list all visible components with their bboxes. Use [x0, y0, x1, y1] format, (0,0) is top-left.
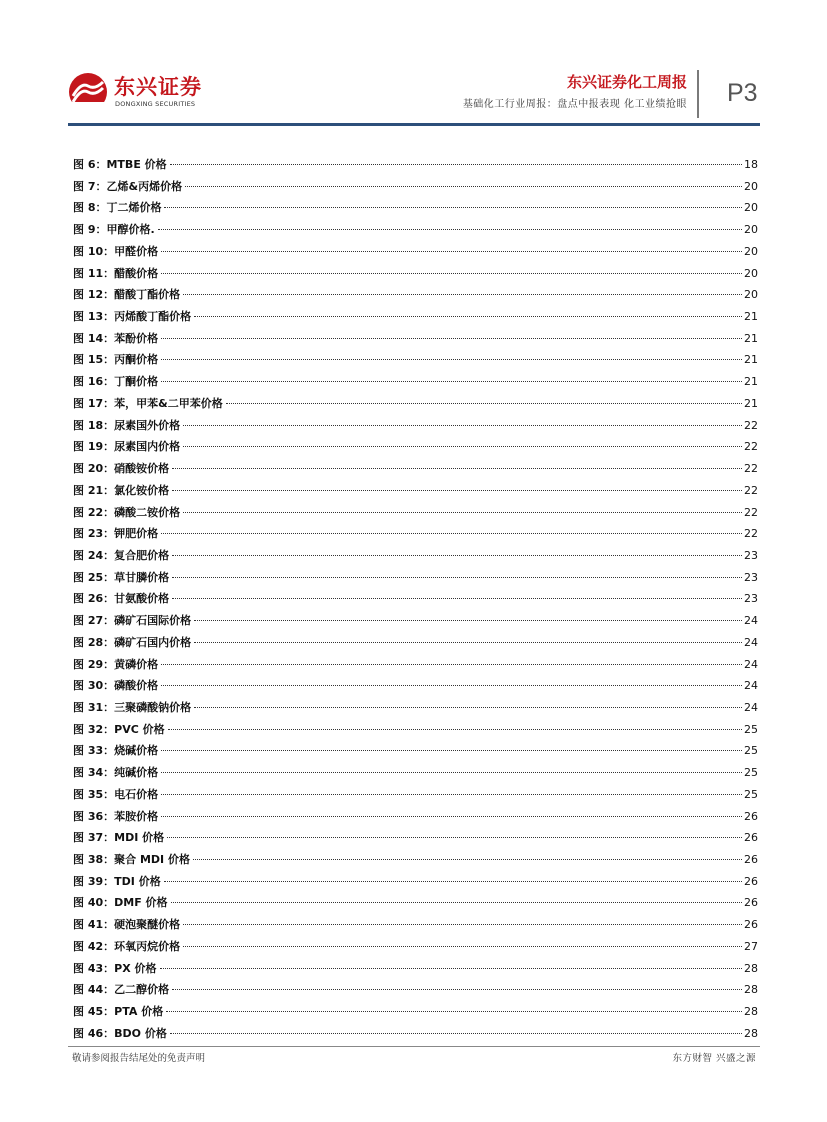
toc-entry-label: 图 29：黄磷价格: [73, 657, 159, 671]
toc-entry-page: 21: [744, 331, 758, 345]
company-logo: [68, 72, 202, 114]
toc-entry-label: 图 25：草甘膦价格: [73, 570, 170, 584]
toc-entry[interactable]: [73, 762, 758, 784]
toc-entry-page: 26: [744, 918, 758, 932]
toc-entry-label: 图 41：硬泡聚醚价格: [73, 918, 181, 932]
toc-entry-page: 28: [744, 1005, 758, 1019]
toc-dot-leader: [166, 1011, 742, 1012]
toc-entry-page: 28: [744, 1026, 758, 1040]
toc-entry-page: 25: [744, 722, 758, 736]
toc-entry-page: 21: [744, 396, 758, 410]
toc-entry-page: 23: [744, 570, 758, 584]
toc-entry-page: 25: [744, 787, 758, 801]
toc-entry-page: 21: [744, 310, 758, 324]
toc-entry-label: 图 38：聚合 MDI 价格: [73, 853, 190, 866]
toc-entry-label: 图 18：尿素国外价格: [73, 418, 181, 432]
toc-entry-label: 图 30：磷酸价格: [73, 679, 159, 693]
toc-entry[interactable]: [73, 719, 758, 741]
toc-entry[interactable]: [73, 567, 758, 589]
toc-dot-leader: [168, 729, 742, 730]
toc-entry-label: 图 9：甲醇价格.: [73, 223, 155, 237]
toc-entry-page: 20: [744, 266, 758, 280]
toc-entry[interactable]: [73, 958, 758, 980]
toc-entry[interactable]: [73, 523, 758, 545]
toc-entry-page: 28: [744, 961, 758, 975]
footer-rule: [68, 1046, 760, 1047]
toc-entry-page: 24: [744, 635, 758, 649]
toc-dot-leader: [161, 338, 742, 339]
toc-entry[interactable]: [73, 675, 758, 697]
figure-index-list: [73, 154, 758, 1044]
toc-entry-page: 22: [744, 483, 758, 497]
toc-entry-label: 图 8：丁二烯价格: [73, 201, 162, 215]
toc-entry-label: 图 6：MTBE 价格: [73, 158, 167, 171]
toc-dot-leader: [172, 598, 742, 599]
toc-entry-label: 图 15：丙酮价格: [73, 353, 159, 367]
logo-text-en: DONGXING SECURITIES: [115, 100, 196, 108]
toc-entry[interactable]: [73, 176, 758, 198]
toc-entry[interactable]: [73, 154, 758, 176]
toc-entry[interactable]: [73, 415, 758, 437]
toc-dot-leader: [167, 837, 742, 838]
toc-entry[interactable]: [73, 328, 758, 350]
toc-entry-label: 图 37：MDI 价格: [73, 831, 165, 845]
toc-entry[interactable]: [73, 914, 758, 936]
toc-entry-label: 图 42：环氧丙烷价格: [73, 939, 181, 953]
toc-entry[interactable]: [73, 871, 758, 893]
toc-entry-page: 26: [744, 896, 758, 910]
toc-entry-label: 图 23：钾肥价格: [73, 527, 159, 541]
toc-dot-leader: [170, 1033, 742, 1034]
toc-dot-leader: [172, 555, 742, 556]
company-slogan: 东方财智 兴盛之源: [672, 1053, 756, 1064]
toc-entry-page: 26: [744, 853, 758, 866]
toc-entry-label: 图 20：硝酸铵价格: [73, 462, 170, 476]
toc-entry-label: 图 34：纯碱价格: [73, 766, 159, 780]
toc-entry-page: 25: [744, 744, 758, 758]
toc-dot-leader: [172, 577, 742, 578]
toc-dot-leader: [161, 750, 742, 751]
toc-entry-page: 20: [744, 223, 758, 237]
toc-entry-label: 图 31：三聚磷酸钠价格: [73, 700, 192, 714]
report-subtitle: 基础化工行业周报：盘点中报表现 化工业绩抢眼: [462, 99, 687, 110]
toc-entry[interactable]: [73, 458, 758, 480]
toc-entry[interactable]: [73, 219, 758, 241]
toc-dot-leader: [172, 490, 742, 491]
toc-entry-page: 28: [744, 983, 758, 997]
toc-entry[interactable]: [73, 393, 758, 415]
toc-dot-leader: [194, 620, 742, 621]
toc-entry-page: 26: [744, 809, 758, 823]
toc-entry-label: 图 40：DMF 价格: [73, 896, 168, 910]
toc-dot-leader: [194, 642, 742, 643]
toc-entry-page: 20: [744, 244, 758, 258]
toc-entry-label: 图 26：甘氨酸价格: [73, 592, 170, 606]
toc-entry-page: 22: [744, 527, 758, 541]
toc-entry-page: 21: [744, 375, 758, 389]
toc-entry-label: 图 35：电石价格: [73, 787, 159, 801]
toc-dot-leader: [170, 164, 742, 165]
toc-entry-label: 图 17：苯，甲苯&二甲苯价格: [73, 396, 223, 410]
toc-entry[interactable]: [73, 632, 758, 654]
toc-dot-leader: [161, 533, 742, 534]
logo-mark-icon: [68, 72, 108, 112]
disclaimer-note: 敬请参阅报告结尾处的免责声明: [72, 1053, 206, 1064]
toc-entry-label: 图 44：乙二醇价格: [73, 983, 170, 997]
toc-entry-label: 图 39：TDI 价格: [73, 874, 161, 888]
toc-entry-label: 图 32：PVC 价格: [73, 722, 165, 736]
toc-dot-leader: [183, 924, 742, 925]
toc-entry-page: 24: [744, 679, 758, 693]
toc-entry-page: 24: [744, 614, 758, 628]
toc-entry[interactable]: [73, 588, 758, 610]
toc-entry-page: 22: [744, 418, 758, 432]
toc-entry-page: 21: [744, 353, 758, 367]
toc-dot-leader: [194, 707, 742, 708]
toc-dot-leader: [171, 902, 742, 903]
toc-dot-leader: [172, 989, 742, 990]
toc-dot-leader: [161, 381, 742, 382]
toc-entry[interactable]: [73, 610, 758, 632]
toc-entry[interactable]: [73, 1023, 758, 1045]
toc-entry[interactable]: [73, 284, 758, 306]
toc-entry-label: 图 22：磷酸二铵价格: [73, 505, 181, 519]
toc-entry-page: 20: [744, 201, 758, 215]
page-header: [0, 0, 827, 130]
toc-dot-leader: [172, 468, 742, 469]
toc-entry[interactable]: [73, 371, 758, 393]
toc-dot-leader: [164, 207, 742, 208]
report-title: 东兴证券化工周报: [566, 73, 687, 91]
toc-entry-label: 图 16：丁酮价格: [73, 375, 159, 389]
toc-entry-page: 27: [744, 939, 758, 953]
toc-entry-label: 图 10：甲醛价格: [73, 244, 159, 258]
toc-entry[interactable]: [73, 306, 758, 328]
toc-entry-label: 图 21：氯化铵价格: [73, 483, 170, 497]
toc-dot-leader: [183, 425, 742, 426]
toc-entry-page: 25: [744, 766, 758, 780]
toc-entry-label: 图 7：乙烯&丙烯价格: [73, 179, 183, 193]
toc-entry-page: 18: [744, 158, 758, 171]
toc-entry[interactable]: [73, 502, 758, 524]
toc-dot-leader: [160, 968, 742, 969]
toc-dot-leader: [226, 403, 742, 404]
toc-entry[interactable]: [73, 436, 758, 458]
toc-entry-label: 图 28：磷矿石国内价格: [73, 635, 192, 649]
toc-entry-page: 22: [744, 505, 758, 519]
logo-text-cn: 东兴证券: [114, 75, 202, 99]
toc-dot-leader: [183, 446, 742, 447]
toc-entry-page: 20: [744, 179, 758, 193]
toc-entry[interactable]: [73, 241, 758, 263]
toc-dot-leader: [161, 685, 742, 686]
toc-entry[interactable]: [73, 806, 758, 828]
toc-entry-page: 23: [744, 548, 758, 562]
toc-entry[interactable]: [73, 349, 758, 371]
toc-entry[interactable]: [73, 263, 758, 285]
toc-entry-page: 23: [744, 592, 758, 606]
toc-entry-label: 图 33：烧碱价格: [73, 744, 159, 758]
toc-dot-leader: [161, 816, 742, 817]
header-rule: [68, 123, 760, 126]
toc-entry-label: 图 27：磷矿石国际价格: [73, 614, 192, 628]
toc-entry[interactable]: [73, 654, 758, 676]
toc-entry[interactable]: [73, 784, 758, 806]
toc-entry[interactable]: [73, 1001, 758, 1023]
toc-entry-label: 图 45：PTA 价格: [73, 1005, 164, 1019]
toc-dot-leader: [161, 664, 742, 665]
toc-entry-page: 22: [744, 462, 758, 476]
toc-dot-leader: [161, 772, 742, 773]
toc-entry-page: 20: [744, 288, 758, 302]
toc-dot-leader: [161, 359, 742, 360]
toc-dot-leader: [164, 881, 742, 882]
toc-entry-label: 图 12：醋酸丁酯价格: [73, 288, 181, 302]
toc-dot-leader: [193, 859, 742, 860]
toc-entry-label: 图 36：苯胺价格: [73, 809, 159, 823]
toc-dot-leader: [183, 294, 742, 295]
toc-dot-leader: [161, 273, 742, 274]
toc-entry[interactable]: [73, 892, 758, 914]
toc-dot-leader: [161, 251, 742, 252]
toc-entry[interactable]: [73, 936, 758, 958]
toc-entry-page: 24: [744, 657, 758, 671]
toc-entry-label: 图 24：复合肥价格: [73, 548, 170, 562]
toc-entry[interactable]: [73, 849, 758, 871]
toc-dot-leader: [185, 186, 742, 187]
toc-entry-label: 图 11：醋酸价格: [73, 266, 159, 280]
toc-entry-page: 26: [744, 874, 758, 888]
toc-entry[interactable]: [73, 197, 758, 219]
toc-entry-page: 24: [744, 700, 758, 714]
toc-entry[interactable]: [73, 480, 758, 502]
header-divider: [697, 70, 699, 118]
toc-dot-leader: [158, 229, 742, 230]
toc-entry-label: 图 19：尿素国内价格: [73, 440, 181, 454]
toc-entry-label: 图 46：BDO 价格: [73, 1026, 167, 1040]
toc-entry-page: 26: [744, 831, 758, 845]
page-number: P3: [727, 79, 758, 107]
toc-entry[interactable]: [73, 827, 758, 849]
toc-entry[interactable]: [73, 979, 758, 1001]
toc-dot-leader: [194, 316, 742, 317]
toc-entry-label: 图 43：PX 价格: [73, 961, 157, 975]
toc-entry-label: 图 14：苯酚价格: [73, 331, 159, 345]
toc-entry-page: 22: [744, 440, 758, 454]
toc-entry-label: 图 13：丙烯酸丁酯价格: [73, 310, 192, 324]
toc-dot-leader: [161, 794, 742, 795]
toc-entry[interactable]: [73, 545, 758, 567]
toc-dot-leader: [183, 512, 742, 513]
toc-dot-leader: [183, 946, 742, 947]
toc-entry[interactable]: [73, 740, 758, 762]
toc-entry[interactable]: [73, 697, 758, 719]
